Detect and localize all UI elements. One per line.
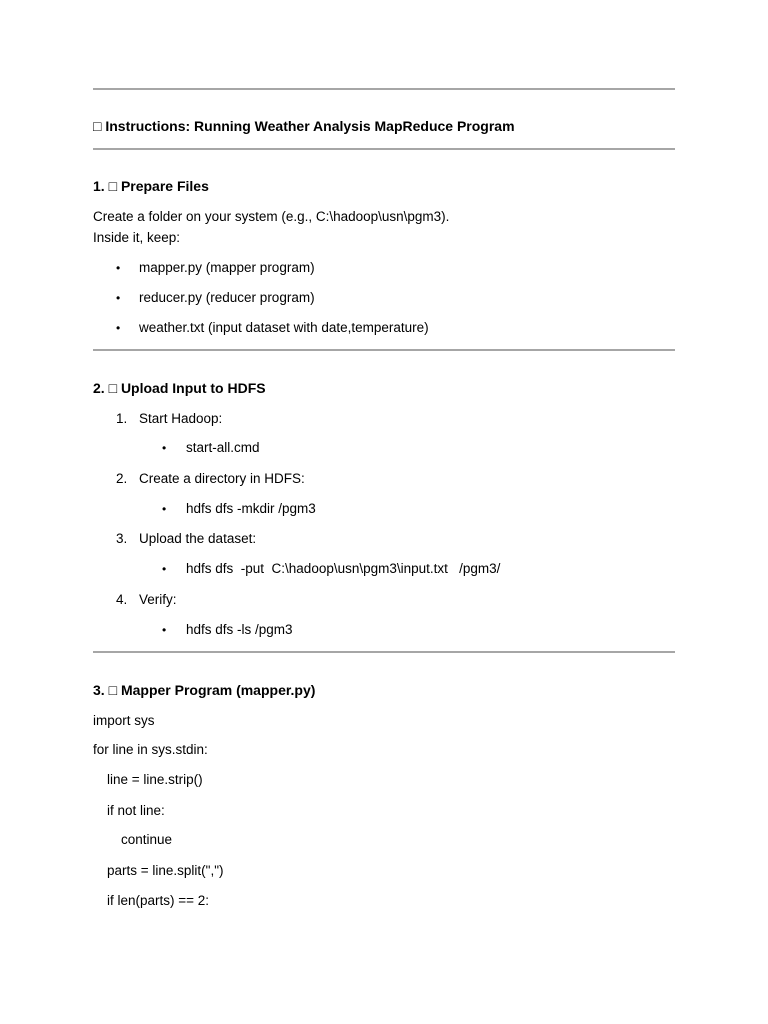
document-title: □ Instructions: Running Weather Analysis MapReduce Program — [93, 118, 515, 134]
section-heading: 1. □ Prepare Files — [93, 178, 209, 194]
bullet-icon: • — [162, 623, 167, 637]
placeholder-icon: □ — [108, 380, 118, 396]
divider — [93, 148, 675, 150]
list-item: weather.txt (input dataset with date,temperature) — [139, 320, 429, 335]
step-number: 1. — [116, 411, 128, 426]
placeholder-icon: □ — [108, 178, 118, 194]
code-line: for line in sys.stdin: — [93, 742, 208, 757]
code-line: import sys — [93, 713, 155, 728]
code-line: parts = line.split(",") — [107, 863, 224, 878]
command-text: start-all.cmd — [186, 440, 260, 455]
code-line: continue — [121, 832, 173, 847]
divider — [93, 349, 675, 351]
bullet-icon: • — [162, 562, 167, 576]
placeholder-icon: □ — [93, 118, 102, 134]
placeholder-icon: □ — [108, 682, 118, 698]
step-label: Start Hadoop: — [139, 411, 223, 426]
command-text: hdfs dfs -put C:\hadoop\usn\pgm3\input.txt /pgm3/ — [186, 561, 501, 576]
step-number: 3. — [116, 531, 128, 546]
code-line: line = line.strip() — [107, 772, 203, 787]
step-label: Verify: — [139, 592, 177, 607]
section-heading: 3. □ Mapper Program (mapper.py) — [93, 682, 316, 698]
code-line: if len(parts) == 2: — [107, 893, 210, 908]
divider — [93, 88, 675, 90]
step-number: 4. — [116, 592, 128, 607]
bullet-icon: • — [162, 441, 167, 455]
command-text: hdfs dfs -ls /pgm3 — [186, 622, 293, 637]
paragraph: Create a folder on your system (e.g., C:\hadoop\usn\pgm3). — [93, 209, 450, 224]
list-item: reducer.py (reducer program) — [139, 290, 315, 305]
command-text: hdfs dfs -mkdir /pgm3 — [186, 501, 316, 516]
divider — [93, 651, 675, 653]
paragraph: Inside it, keep: — [93, 230, 181, 245]
bullet-icon: • — [162, 502, 167, 516]
step-label: Upload the dataset: — [139, 531, 257, 546]
step-label: Create a directory in HDFS: — [139, 471, 305, 486]
step-number: 2. — [116, 471, 128, 486]
section-heading: 2. □ Upload Input to HDFS — [93, 380, 266, 396]
bullet-icon: • — [116, 291, 121, 305]
bullet-icon: • — [116, 261, 121, 275]
list-item: mapper.py (mapper program) — [139, 260, 315, 275]
code-line: if not line: — [107, 803, 165, 818]
bullet-icon: • — [116, 321, 121, 335]
